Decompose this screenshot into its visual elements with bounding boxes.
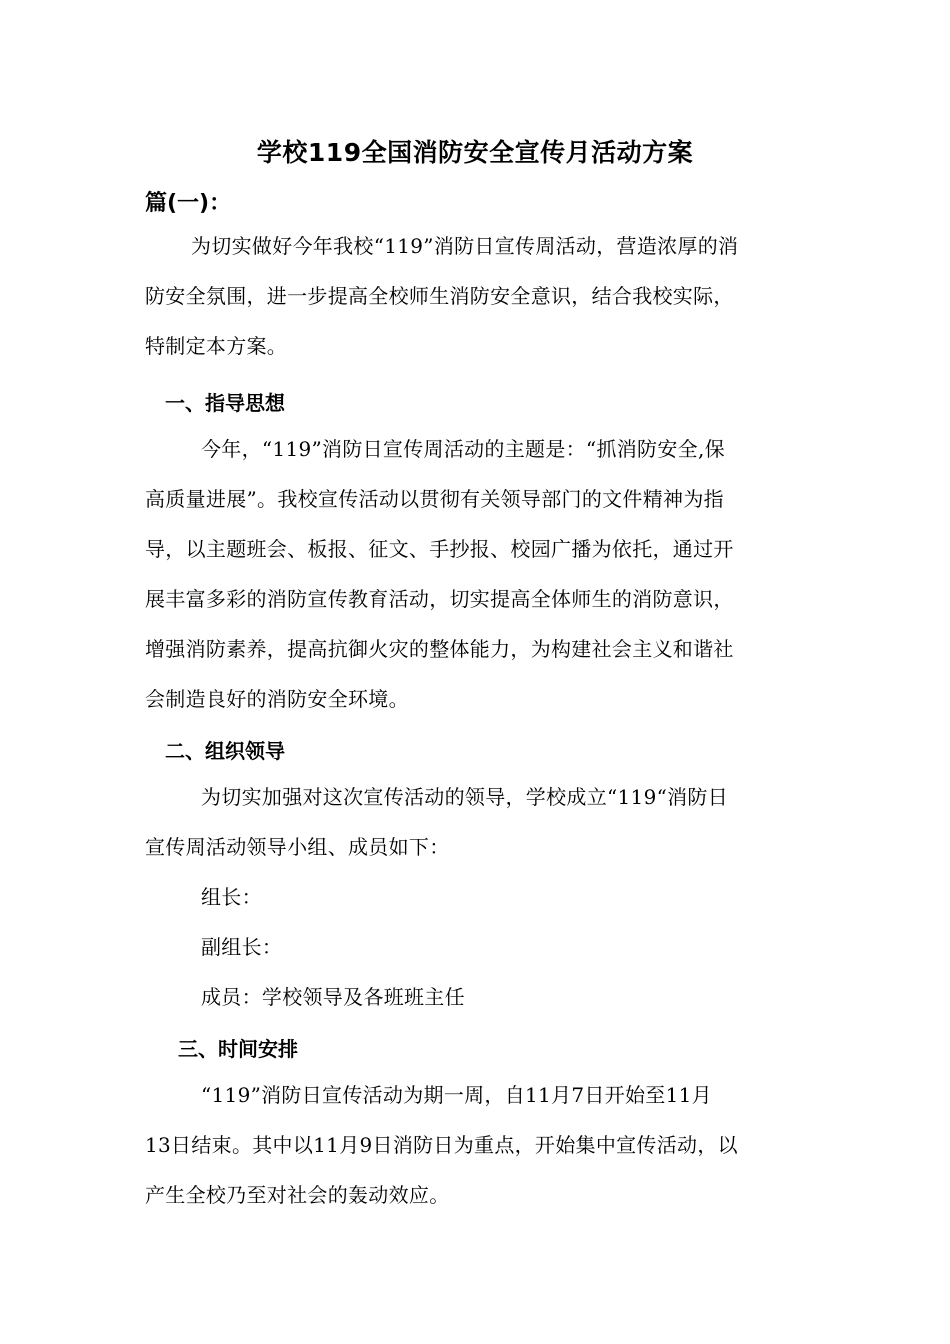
paragraph-line: 宣传周活动领导小组、成员如下：: [145, 835, 450, 859]
paragraph-line: 为切实加强对这次宣传活动的领导，学校成立“119“消防日: [201, 785, 729, 809]
paragraph-line: 会制造良好的消防安全环境。: [145, 687, 409, 711]
paragraph-line: 导，以主题班会、板报、征文、手抄报、校园广播为依托，通过开: [145, 537, 734, 561]
document-title: 学校119全国消防安全宣传月活动方案: [256, 138, 694, 167]
section3-paragraph: [145, 1070, 815, 1220]
members-line: 成员：学校领导及各班班主任: [201, 985, 465, 1009]
paragraph-line: 为切实做好今年我校“119”消防日宣传周活动，营造浓厚的消: [191, 234, 739, 258]
paragraph-line: 防安全氛围，进一步提高全校师生消防安全意识，结合我校实际，: [145, 284, 734, 308]
deputy-leader-line: 副组长：: [201, 935, 283, 959]
paragraph-line: 今年，“119”消防日宣传周活动的主题是：“抓消防安全,保: [201, 437, 725, 461]
section-heading-guiding-thought: 一、指导思想: [165, 391, 285, 415]
paragraph-line: 高质量进展”。我校宣传活动以贯彻有关领导部门的文件精神为指: [145, 487, 724, 511]
intro-paragraph: [145, 221, 815, 371]
section-heading-schedule: 三、时间安排: [178, 1037, 298, 1061]
paragraph-line: 13日结束。其中以11月9日消防日为重点，开始集中宣传活动，以: [145, 1133, 738, 1157]
paragraph-line: 展丰富多彩的消防宣传教育活动，切实提高全体师生的消防意识，: [145, 587, 734, 611]
section1-paragraph: [145, 424, 815, 724]
section-heading-organization: 二、组织领导: [165, 739, 285, 763]
paragraph-line: 特制定本方案。: [145, 334, 288, 358]
leader-line: 组长：: [201, 885, 262, 909]
paragraph-line: 增强消防素养，提高抗御火灾的整体能力，为构建社会主义和谐社: [145, 637, 734, 661]
paragraph-line: “119”消防日宣传活动为期一周，自11月7日开始至11月: [201, 1083, 712, 1107]
section2-paragraph: [145, 772, 815, 1022]
paragraph-line: 产生全校乃至对社会的轰动效应。: [145, 1183, 450, 1207]
part-label: 篇(一)：: [145, 191, 232, 216]
